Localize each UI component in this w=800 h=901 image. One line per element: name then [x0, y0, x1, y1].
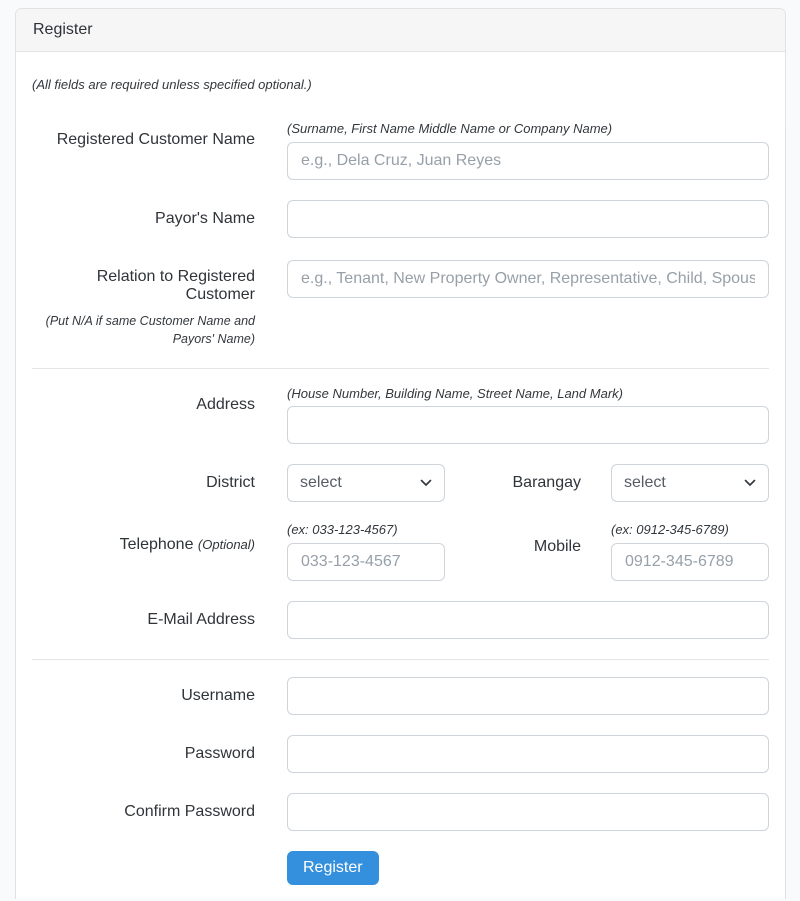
district-select-value: select [300, 474, 342, 492]
username-label: Username [181, 687, 255, 705]
register-form [16, 52, 785, 901]
district-select[interactable] [287, 464, 445, 502]
page-title: Register [33, 21, 93, 38]
required-fields-note: (All fields are required unless specified optional.) [32, 77, 312, 92]
barangay-select-value: select [624, 474, 666, 492]
row-submit [32, 851, 769, 885]
barangay-label: Barangay [512, 474, 581, 492]
confirm-password-label: Confirm Password [124, 803, 255, 821]
address-hint: (House Number, Building Name, Street Name, Land Mark) [287, 385, 623, 401]
row-password [32, 735, 769, 773]
barangay-select[interactable] [611, 464, 769, 502]
registered-customer-name-label: Registered Customer Name [56, 131, 255, 148]
mobile-hint: (ex: 0912-345-6789) [611, 522, 729, 538]
registered-customer-name-hint: (Surname, First Name Middle Name or Company Name) [287, 121, 613, 136]
address-input[interactable] [287, 406, 769, 444]
chevron-down-icon [420, 479, 432, 487]
payor-name-input[interactable] [287, 200, 769, 238]
relation-input[interactable] [287, 260, 769, 298]
confirm-password-input[interactable] [287, 793, 769, 831]
register-button[interactable]: Register [287, 851, 379, 885]
row-telephone-mobile [32, 522, 769, 581]
email-label: E-Mail Address [147, 611, 255, 629]
mobile-label: Mobile [533, 538, 581, 556]
relation-note: (Put N/A if same Customer Name and Payors' Name) [45, 313, 255, 346]
payor-name-label: Payor's Name [155, 209, 255, 227]
mobile-input[interactable] [611, 543, 769, 581]
row-address [32, 386, 769, 445]
telephone-label: Telephone [119, 536, 194, 554]
telephone-input[interactable] [287, 543, 445, 581]
relation-label: Relation to Registered Customer [96, 267, 255, 303]
password-label: Password [184, 745, 255, 763]
divider [32, 659, 769, 660]
telephone-optional-tag: (Optional) [197, 537, 255, 553]
chevron-down-icon [744, 479, 756, 487]
row-payor-name [32, 200, 769, 238]
telephone-label-block [32, 522, 287, 581]
telephone-hint: (ex: 033-123-4567) [287, 522, 398, 538]
row-registered-customer-name [32, 121, 769, 180]
registered-customer-name-input[interactable] [287, 142, 769, 180]
district-label: District [206, 474, 255, 492]
register-card [15, 8, 786, 899]
divider [32, 368, 769, 369]
address-label: Address [196, 395, 255, 413]
row-district-barangay [32, 464, 769, 502]
row-confirm-password [32, 793, 769, 831]
username-input[interactable] [287, 677, 769, 715]
row-relation [32, 258, 769, 348]
card-header [16, 9, 785, 52]
relation-label-block [32, 258, 287, 348]
password-input[interactable] [287, 735, 769, 773]
email-input[interactable] [287, 601, 769, 639]
row-email [32, 601, 769, 639]
row-username [32, 677, 769, 715]
